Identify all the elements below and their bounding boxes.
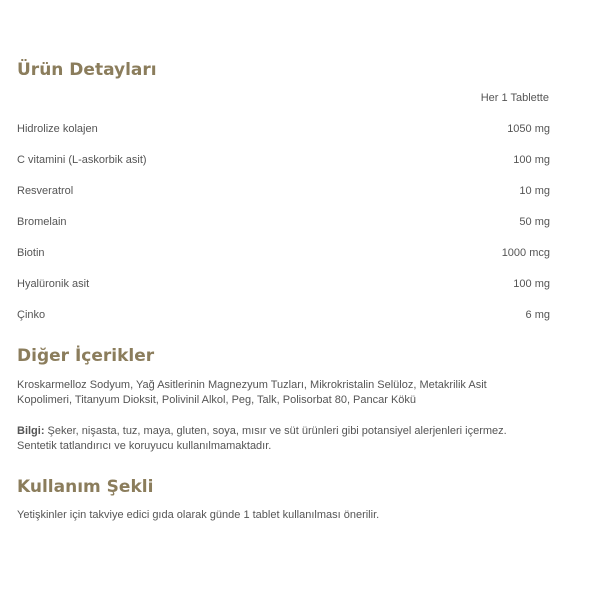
other-ingredients-text: Kroskarmelloz Sodyum, Yağ Asitlerinin Magnezyum Tuzları, Mikrokristalin Selüloz, Metakrilik Asit Kopolimeri, Titanyum Dioksit, Polivinil Alkol, Peg, Talk, Polisorbat 80, Pancar Kökü [17, 379, 487, 406]
nutrient-row [17, 144, 550, 175]
info-label: Bilgi: [17, 425, 45, 437]
nutrient-row [17, 268, 550, 299]
nutrient-amount: 1050 mg [507, 122, 550, 135]
nutrient-row [17, 206, 550, 237]
nutrient-name: Biotin [17, 246, 45, 259]
per-tablet-label: Her 1 Tablette [480, 92, 549, 104]
product-details-title: Ürün Detayları [17, 60, 157, 80]
nutrient-row [17, 175, 550, 206]
other-ingredients-title: Diğer İçerikler [17, 346, 155, 366]
nutrient-row [17, 237, 550, 268]
nutrient-amount: 10 mg [519, 184, 550, 197]
nutrient-amount: 100 mg [513, 153, 550, 166]
usage-text: Yetişkinler için takviye edici gıda olarak günde 1 tablet kullanılması önerilir. [17, 509, 380, 521]
usage-title: Kullanım Şekli [17, 477, 154, 497]
nutrient-amount: 6 mg [525, 308, 550, 321]
nutrient-amount: 50 mg [519, 215, 550, 228]
nutrient-amount: 100 mg [513, 277, 550, 290]
nutrient-row [17, 113, 550, 144]
nutrient-name: Bromelain [17, 215, 67, 228]
nutrient-table [17, 113, 550, 330]
nutrient-name: Çinko [17, 308, 46, 321]
nutrient-name: C vitamini (L-askorbik asit) [17, 153, 147, 166]
info-note [17, 424, 537, 454]
nutrient-name: Hidrolize kolajen [17, 122, 98, 135]
info-text: Şeker, nişasta, tuz, maya, gluten, soya, mısır ve süt ürünleri gibi potansiyel alerjenleri içermez. Sentetik tatlandırıcı ve koruyucu kullanılmamaktadır. [17, 425, 507, 452]
nutrient-row [17, 299, 550, 330]
nutrient-amount: 1000 mcg [501, 246, 550, 259]
nutrient-name: Hyalüronik asit [17, 277, 90, 290]
nutrient-name: Resveratrol [17, 184, 74, 197]
